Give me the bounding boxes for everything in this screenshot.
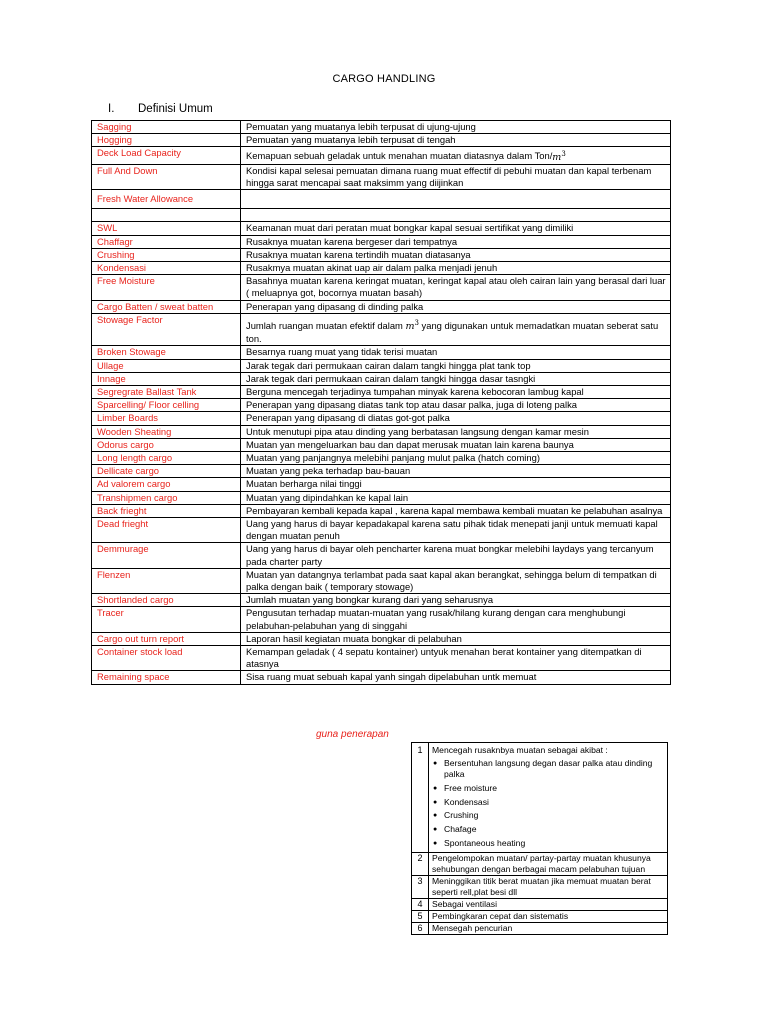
definition-term: Kondensasi (92, 261, 241, 274)
definition-row (92, 134, 671, 147)
guna-text: Meninggikan titik berat muatan jika memuat muatan berat seperti rell,plat besi dll (432, 875, 651, 897)
definition-row (92, 425, 671, 438)
definition-text (241, 451, 671, 464)
definition-text (241, 147, 671, 164)
guna-text: Sebagai ventilasi (432, 898, 497, 909)
definition-text (241, 275, 671, 300)
definition-text-part: Uang yang harus di bayar oleh pencharter karena muat bongkar melebihi laydays yang tercanyum pada charter party (246, 543, 654, 567)
definition-row (92, 632, 671, 645)
definition-row (92, 504, 671, 517)
guna-row (412, 898, 668, 910)
definition-term: Tracer (92, 607, 241, 632)
definition-row (92, 209, 671, 222)
definition-row (92, 385, 671, 398)
guna-text: Pembingkaran cepat dan sistematis (432, 910, 569, 921)
definition-text (241, 594, 671, 607)
definition-text (241, 607, 671, 632)
definition-text (241, 346, 671, 359)
definition-text-part: Kemapuan sebuah geladak untuk menahan muatan diatasnya dalam Ton/ (246, 150, 553, 162)
definition-row (92, 275, 671, 300)
guna-number: 4 (412, 898, 429, 910)
definition-term: Free Moisture (92, 275, 241, 300)
definition-term: Fresh Water Allowance (92, 190, 241, 209)
definition-term: Crushing (92, 248, 241, 261)
definition-text-part: Muatan yang dipindahkan ke kapal lain (246, 491, 409, 503)
definition-text-part: Muatan yan datangnya terlambat pada saat kapal akan berangkat, sehingga belum di tempatkan di palka dengan baik ( temporary stowage) (246, 568, 657, 593)
definition-text (241, 568, 671, 593)
definition-text (241, 222, 671, 235)
definition-term: Cargo Batten / sweat batten (92, 300, 241, 313)
definition-text (241, 671, 671, 684)
definition-term: Hogging (92, 134, 241, 147)
definition-term: Ullage (92, 359, 241, 372)
guna-row (412, 922, 668, 934)
definition-term: Segregrate Ballast Tank (92, 385, 241, 398)
definition-text (241, 248, 671, 261)
definition-row (92, 491, 671, 504)
definition-row (92, 399, 671, 412)
definition-text (241, 121, 671, 134)
definition-text (241, 646, 671, 671)
definition-row (92, 412, 671, 425)
definition-text-part: Untuk menutupi pipa atau dinding yang berbatasan langsung dengan kamar mesin (246, 425, 589, 437)
definition-row (92, 671, 671, 684)
definition-term: SWL (92, 222, 241, 235)
definition-text (241, 399, 671, 412)
definition-text (241, 235, 671, 248)
definition-row (92, 594, 671, 607)
definition-term: Ad valorem cargo (92, 478, 241, 491)
definition-term: Demmurage (92, 543, 241, 568)
guna-content (429, 875, 668, 898)
guna-content (429, 922, 668, 934)
definition-text (241, 190, 671, 209)
definition-text (241, 261, 671, 274)
definition-text-part: Pengusutan terhadap muatan-muatan yang rusak/hilang kurang dengan cara menghubungi pelabuhan-pelabuhan yang di singgahi (246, 607, 626, 631)
definition-text (241, 300, 671, 313)
definition-term: Flenzen (92, 568, 241, 593)
definition-text (241, 504, 671, 517)
guna-content (429, 743, 668, 853)
definition-text (241, 164, 671, 189)
unit-symbol: m (552, 151, 562, 163)
definition-row (92, 121, 671, 134)
definition-text-part: Pembayaran kembali kepada kapal , karena kapal membawa kembali muatan ke pelabuhan asalnya (246, 504, 663, 516)
definition-row (92, 235, 671, 248)
definition-text-part: Muatan berharga nilai tinggi (246, 478, 362, 490)
cubic-meter-symbol (405, 318, 419, 332)
definition-text-part: Penerapan yang dipasang di diatas got-got palka (246, 412, 450, 424)
definition-text (241, 134, 671, 147)
definition-text-part: Kemampan geladak ( 4 sepatu kontainer) untyuk menahan berat kontainer yang ditempatkan di atasnya (246, 646, 642, 670)
definition-row (92, 300, 671, 313)
guna-text: Mensegah pencurian (432, 922, 513, 933)
unit-symbol: m (405, 320, 415, 332)
definition-row (92, 438, 671, 451)
definition-text (241, 518, 671, 543)
guna-penerapan-title: guna penerapan (316, 729, 389, 740)
definition-text (241, 412, 671, 425)
definition-row (92, 164, 671, 189)
guna-number: 5 (412, 910, 429, 922)
guna-number: 3 (412, 875, 429, 898)
definition-term: Full And Down (92, 164, 241, 189)
definition-term: Sparcelling/ Floor celling (92, 399, 241, 412)
definition-row (92, 478, 671, 491)
definition-term: Dellicate cargo (92, 465, 241, 478)
definition-row (92, 222, 671, 235)
unit-power: 3 (561, 149, 566, 158)
guna-bullet-item: ● Spontaneous heating (432, 838, 664, 849)
definition-text-part: Uang yang harus di bayar kepadakapal karena satu pihak tidak menepati janji untuk memuati kapal dengan muatan penuh (246, 518, 658, 542)
guna-bullet-item: ● Chafage (432, 824, 664, 835)
guna-content (429, 898, 668, 910)
definition-term: Innage (92, 372, 241, 385)
definition-text-part: Rusakmya muatan akinat uap air dalam palka menjadi jenuh (246, 261, 498, 273)
definition-text (241, 465, 671, 478)
definition-term: Chaffagr (92, 235, 241, 248)
guna-row (412, 910, 668, 922)
definition-text-part: Kondisi kapal selesai pemuatan dimana ruang muat effectif di pebuhi muatan dan kapal terbenam hingga sarat mencapai saat maksimm yang diijinkan (246, 164, 652, 188)
definition-text-part: Rusaknya muatan karena tertindih muatan diatasanya (246, 248, 471, 260)
definition-text-part: Jumlah ruangan muatan efektif dalam (246, 319, 406, 331)
definition-text-part: Pemuatan yang muatanya lebih terpusat di ujung-ujung (246, 121, 476, 132)
guna-number: 6 (412, 922, 429, 934)
definition-text (241, 372, 671, 385)
definition-text (241, 313, 671, 346)
definition-text-part: Berguna mencegah terjadinya tumpahan minyak karena kebocoran lambug kapal (246, 385, 584, 397)
definition-text-part: Muatan yang peka terhadap bau-bauan (246, 465, 411, 477)
definition-term: Remaining space (92, 671, 241, 684)
definition-text (241, 438, 671, 451)
definition-text (241, 209, 671, 222)
definition-term: Odorus cargo (92, 438, 241, 451)
definition-row (92, 359, 671, 372)
definition-term: Limber Boards (92, 412, 241, 425)
definition-text-part: Penerapan yang dipasang di dinding palka (246, 300, 424, 312)
guna-row (412, 875, 668, 898)
definition-term: Shortlanded cargo (92, 594, 241, 607)
section-number: I. (108, 103, 115, 115)
section-title: Definisi Umum (138, 103, 213, 115)
definition-text-part: Keamanan muat dari peratan muat bongkar kapal sesuai sertifikat yang dimiliki (246, 222, 574, 234)
definition-row (92, 147, 671, 164)
definition-term: Container stock load (92, 646, 241, 671)
definition-text-part: Rusaknya muatan karena bergeser dari tempatnya (246, 235, 458, 247)
section-heading (108, 103, 213, 115)
definition-term: Long length cargo (92, 451, 241, 464)
definition-term: Dead frieght (92, 518, 241, 543)
definition-text-part: Penerapan yang dipasang diatas tank top atau dasar palka, juga di loteng palka (246, 399, 577, 411)
guna-bullet-item: ● Free moisture (432, 783, 664, 794)
definition-term: Back frieght (92, 504, 241, 517)
definition-text-part: Basahnya muatan karena keringat muatan, keringat kapal atau oleh cairan lain yang berasal dari luar ( meluapnya got, bocornya muatan basah) (246, 275, 666, 299)
definitions-table (91, 120, 671, 685)
definition-term: Broken Stowage (92, 346, 241, 359)
definition-row (92, 465, 671, 478)
definition-row (92, 568, 671, 593)
definition-row (92, 372, 671, 385)
guna-bullet-item: ● Crushing (432, 810, 664, 821)
guna-number: 1 (412, 743, 429, 853)
definition-text (241, 478, 671, 491)
definition-row (92, 543, 671, 568)
guna-content (429, 852, 668, 875)
definition-row (92, 190, 671, 209)
definition-row (92, 607, 671, 632)
definition-text (241, 632, 671, 645)
guna-bullet-item: ● Bersentuhan langsung degan dasar palka atau dinding palka (432, 758, 664, 780)
guna-number: 2 (412, 852, 429, 875)
unit-power: 3 (414, 318, 419, 327)
definition-text-part: Muatan yan mengeluarkan bau dan dapat merusak muatan lain karena baunya (246, 438, 574, 450)
guna-text: Mencegah rusaknbya muatan sebagai akibat : (432, 745, 608, 755)
definition-term (92, 209, 241, 222)
definition-text-part: Jarak tegak dari permukaan cairan dalam tangki hingga plat tank top (246, 359, 531, 371)
definition-row (92, 646, 671, 671)
definition-term: Transhipmen cargo (92, 491, 241, 504)
definition-row (92, 261, 671, 274)
definition-row (92, 451, 671, 464)
definition-text-part: Pemuatan yang muatanya lebih terpusat di tengah (246, 134, 456, 146)
definition-term: Stowage Factor (92, 313, 241, 346)
definition-text (241, 385, 671, 398)
guna-content (429, 910, 668, 922)
document-title: CARGO HANDLING (332, 73, 436, 85)
guna-row (412, 743, 668, 853)
definition-term: Cargo out turn report (92, 632, 241, 645)
definition-row (92, 346, 671, 359)
definition-text-part: Laporan hasil kegiatan muata bongkar di pelabuhan (246, 632, 462, 644)
guna-text: Pengelompokan muatan/ partay-partay muatan khusunya sehubungan dengan berbagai macam pelabuhan tujuan (432, 852, 651, 874)
definition-text-part: Jarak tegak dari permukaan cairan dalam tangki hingga dasar tasngki (246, 372, 536, 384)
definition-term: Deck Load Capacity (92, 147, 241, 164)
definition-row (92, 518, 671, 543)
definition-text (241, 359, 671, 372)
definition-text-part: Besarnya ruang muat yang tidak terisi muatan (246, 346, 438, 358)
definition-text (241, 425, 671, 438)
guna-penerapan-table (411, 742, 668, 935)
definition-text-part: Jumlah muatan yang bongkar kurang dari yang seharusnya (246, 594, 494, 606)
cubic-meter-symbol (552, 149, 566, 163)
definition-term: Wooden Sheating (92, 425, 241, 438)
definition-text-part: yang digunakan untuk memadatkan muatan seberat satu ton. (246, 319, 659, 345)
definition-row (92, 313, 671, 346)
guna-bullet-item: ● Kondensasi (432, 797, 664, 808)
definition-text-part: Sisa ruang muat sebuah kapal yanh singah dipelabuhan untk memuat (246, 671, 537, 683)
definition-text (241, 491, 671, 504)
guna-bullet-list (432, 758, 664, 849)
definition-text (241, 543, 671, 568)
guna-row (412, 852, 668, 875)
definition-text-part: Muatan yang panjangnya melebihi panjang mulut palka (hatch coming) (246, 451, 540, 463)
definition-term: Sagging (92, 121, 241, 134)
definition-row (92, 248, 671, 261)
